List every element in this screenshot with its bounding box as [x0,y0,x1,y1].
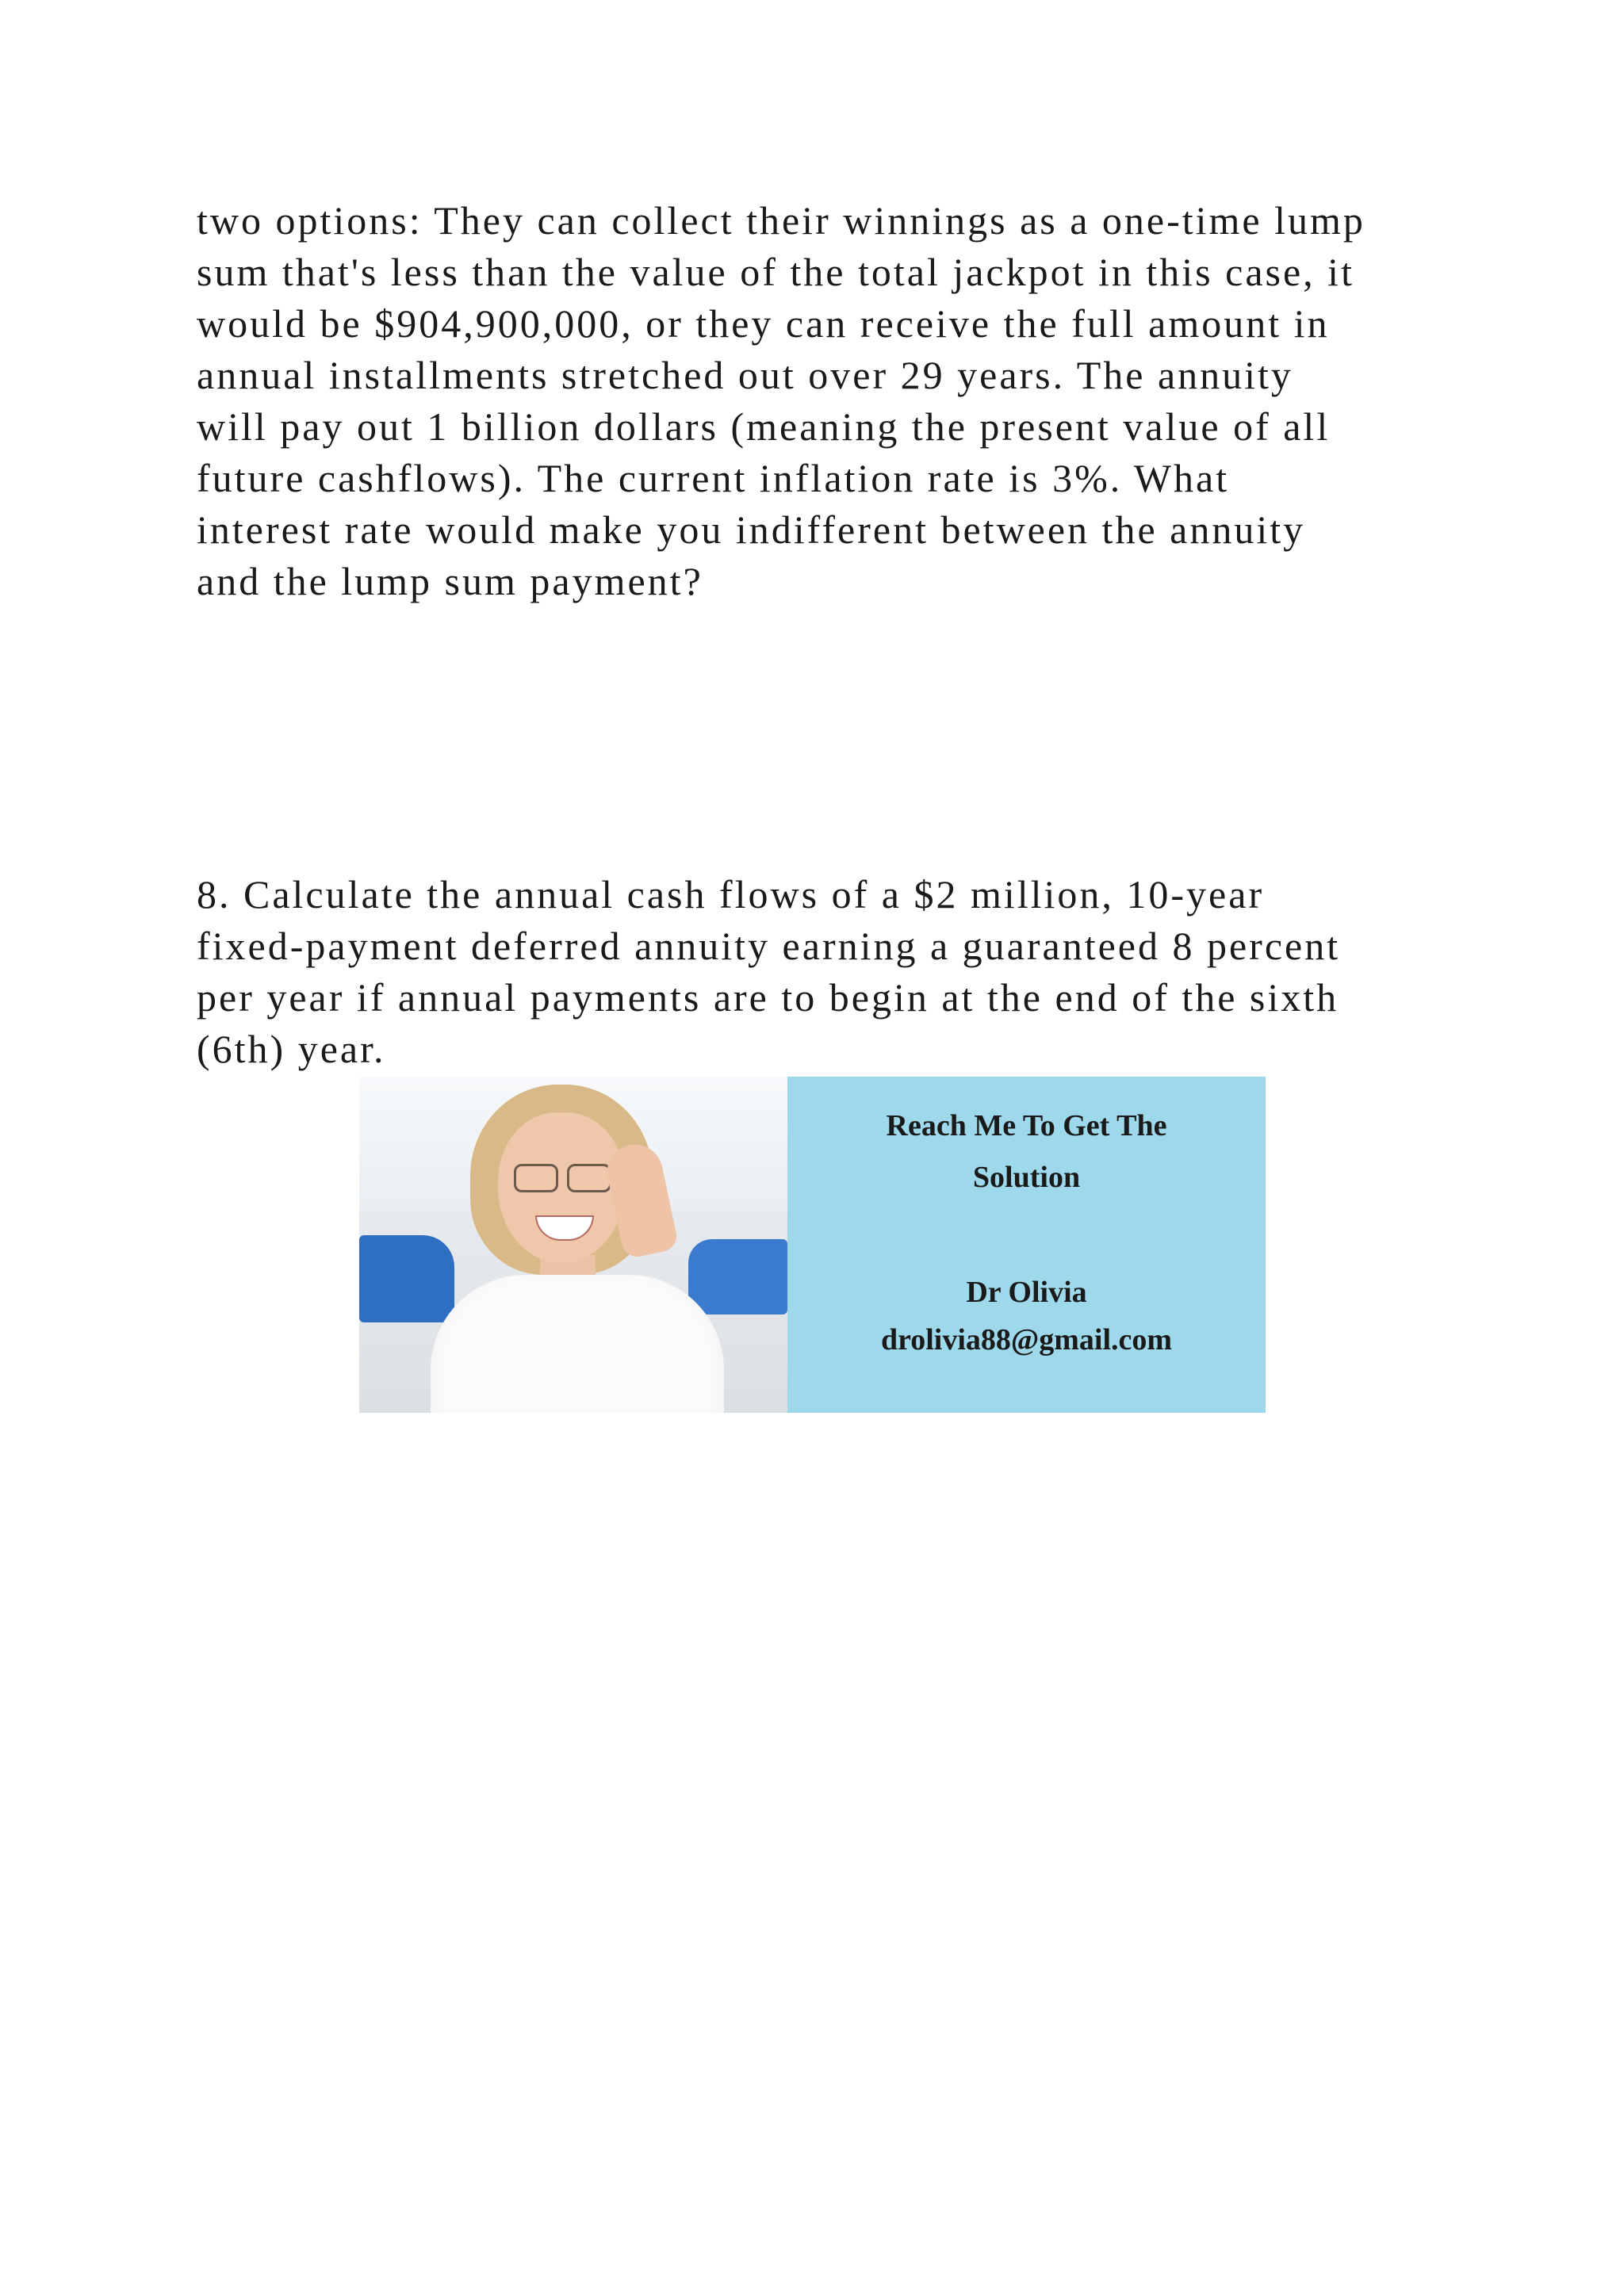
woman-photo [359,1077,787,1413]
question-paragraph-8: 8. Calculate the annual cash flows of a $2 million, 10-year fixed-payment deferred annuity earning a guaranteed 8 percent per year if annual payments are to begin at the end of the sixth (6th) year. [197,872,1341,1071]
contact-info-panel [787,1077,1266,1413]
banner-heading-line-1: Reach Me To Get The [886,1109,1167,1142]
banner-heading-line-2: Solution [972,1161,1081,1194]
contact-name: Dr Olivia [966,1276,1087,1309]
contact-banner [359,1077,1266,1413]
question-paragraph-continued: two options: They can collect their winnings as a one-time lump sum that's less than the value of the total jackpot in this case, it would be $904,900,000, or they can receive the full amount in annual installments stretched out over 29 years. The annuity will pay out 1 billion dollars (meaning the present value of all future cashflows). The current inflation rate is 3%. What interest rate would make you indifferent between the annuity and the lump sum payment? [197,198,1365,603]
contact-email: drolivia88@gmail.com [880,1323,1173,1357]
